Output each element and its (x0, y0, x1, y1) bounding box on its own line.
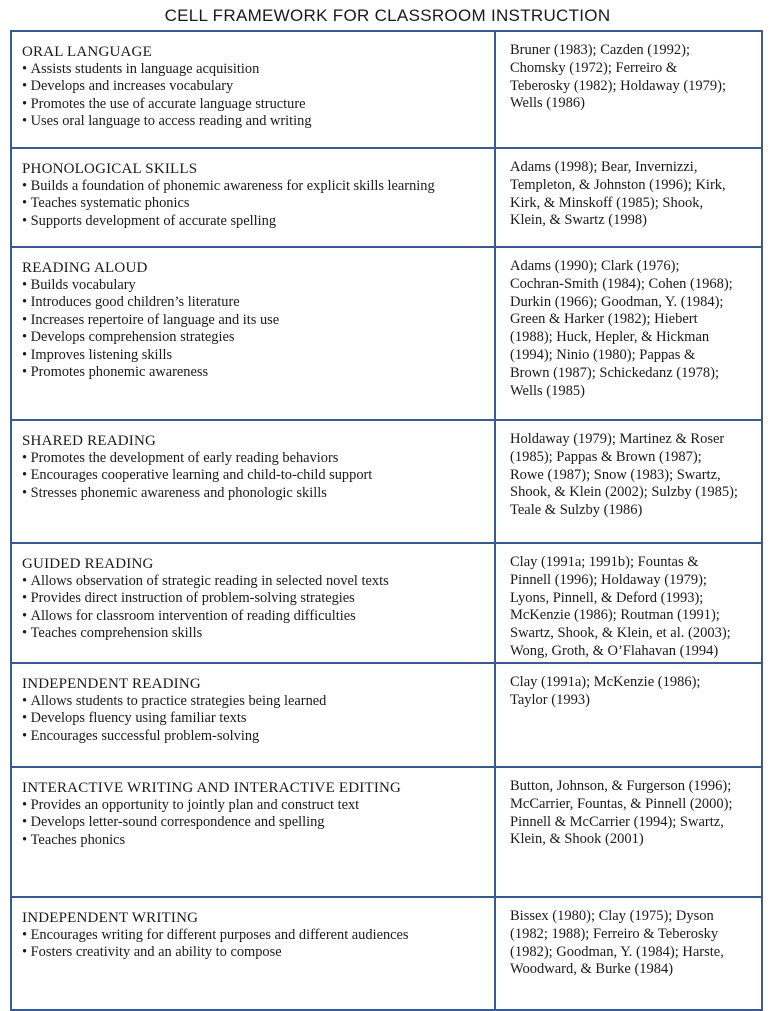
section-row (11, 897, 762, 1010)
section-references-cell (495, 247, 762, 420)
reference-line: (1985); Pappas & Brown (1987); (510, 448, 702, 465)
reference-list (510, 431, 761, 520)
bullet-item: • Encourages successful problem-solving (22, 728, 494, 745)
reference-list (510, 42, 761, 113)
reference-line: Cochran-Smith (1984); Cohen (1968); (510, 275, 733, 292)
bullet-item: • Stresses phonemic awareness and phonologic skills (22, 485, 494, 502)
reference-line: Klein, & Shook (2001) (510, 831, 644, 848)
section-row (11, 767, 762, 897)
section-heading: INTERACTIVE WRITING AND INTERACTIVE EDITING (22, 780, 402, 796)
reference-line: Bruner (1983); Cazden (1992); (510, 42, 690, 58)
bullet-item: • Builds a foundation of phonemic awareness for explicit skills learning (22, 178, 494, 195)
section-row (11, 148, 762, 247)
bullet-item: • Teaches phonics (22, 832, 494, 849)
bullet-item: • Promotes the development of early reading behaviors (22, 450, 494, 467)
section-references-cell (495, 767, 762, 897)
bullet-item: • Promotes phonemic awareness (22, 364, 494, 381)
reference-line: Wells (1985) (510, 382, 585, 399)
bullet-list (22, 277, 494, 381)
reference-list (510, 778, 761, 849)
reference-line: Shook, & Klein (2002); Sulzby (1985); (510, 484, 738, 501)
section-heading: INDEPENDENT READING (22, 676, 201, 692)
reference-line: Kirk, & Minskoff (1985); Shook, (510, 194, 704, 211)
bullet-item: • Encourages cooperative learning and child-to-child support (22, 467, 494, 484)
bullet-list (22, 61, 494, 131)
section-heading: INDEPENDENT WRITING (22, 910, 199, 926)
bullet-item: • Provides an opportunity to jointly plan and construct text (22, 797, 494, 814)
bullet-item: • Provides direct instruction of problem-solving strategies (22, 590, 494, 607)
bullet-item: • Teaches comprehension skills (22, 625, 494, 642)
bullet-item: • Promotes the use of accurate language structure (22, 96, 494, 113)
reference-list (510, 159, 761, 230)
reference-line: McCarrier, Fountas, & Pinnell (2000); (510, 795, 733, 812)
reference-line: (1994); Ninio (1980); Pappas & (510, 346, 696, 363)
reference-line: Chomsky (1972); Ferreiro & (510, 59, 678, 76)
reference-line: Swartz, Shook, & Klein, et al. (2003); (510, 625, 731, 642)
reference-list (510, 554, 761, 661)
bullet-item: • Uses oral language to access reading and writing (22, 113, 494, 130)
section-description-cell (11, 247, 495, 420)
reference-line: Adams (1990); Clark (1976); (510, 258, 680, 274)
framework-table-body (11, 31, 762, 1010)
bullet-list (22, 178, 494, 230)
reference-line: Lyons, Pinnell, & Deford (1993); (510, 589, 704, 606)
reference-line: Templeton, & Johnston (1996); Kirk, (510, 176, 726, 193)
reference-line: (1982); Goodman, Y. (1984); Harste, (510, 943, 724, 960)
reference-line: Adams (1998); Bear, Invernizzi, (510, 159, 698, 175)
page-title: CELL FRAMEWORK FOR CLASSROOM INSTRUCTION (164, 6, 611, 25)
reference-line: Wells (1986) (510, 95, 585, 112)
bullet-list (22, 693, 494, 745)
bullet-item: • Fosters creativity and an ability to compose (22, 944, 494, 961)
section-references-cell (495, 31, 762, 148)
reference-line: Button, Johnson, & Furgerson (1996); (510, 778, 732, 794)
reference-line: Clay (1991a); McKenzie (1986); (510, 674, 701, 690)
section-heading: SHARED READING (22, 433, 157, 449)
reference-line: McKenzie (1986); Routman (1991); (510, 607, 720, 624)
section-row (11, 247, 762, 420)
bullet-item: • Builds vocabulary (22, 277, 494, 294)
section-description-cell (11, 897, 495, 1010)
bullet-item: • Develops fluency using familiar texts (22, 710, 494, 727)
bullet-item: • Develops comprehension strategies (22, 329, 494, 346)
reference-line: Klein, & Swartz (1998) (510, 212, 647, 229)
bullet-item: • Allows observation of strategic reading in selected novel texts (22, 573, 494, 590)
section-description-cell (11, 31, 495, 148)
bullet-list (22, 450, 494, 502)
section-description-cell (11, 663, 495, 767)
reference-list (510, 674, 761, 710)
bullet-list (22, 927, 494, 962)
reference-line: Holdaway (1979); Martinez & Roser (510, 431, 725, 447)
reference-line: Pinnell & McCarrier (1994); Swartz, (510, 813, 724, 830)
section-description-cell (11, 543, 495, 663)
section-references-cell (495, 148, 762, 247)
bullet-item: • Introduces good children’s literature (22, 294, 494, 311)
reference-line: Bissex (1980); Clay (1975); Dyson (510, 908, 714, 924)
reference-line: Brown (1987); Schickedanz (1978); (510, 364, 719, 381)
reference-line: (1988); Huck, Hepler, & Hickman (510, 329, 710, 346)
reference-line: Clay (1991a; 1991b); Fountas & (510, 554, 699, 570)
section-heading: PHONOLOGICAL SKILLS (22, 161, 198, 177)
section-heading: ORAL LANGUAGE (22, 44, 152, 60)
reference-list (510, 908, 761, 979)
bullet-item: • Supports development of accurate spelling (22, 213, 494, 230)
reference-list (510, 258, 761, 400)
bullet-item: • Assists students in language acquisition (22, 61, 494, 78)
section-row (11, 543, 762, 663)
bullet-item: • Allows for classroom intervention of reading difficulties (22, 608, 494, 625)
bullet-list (22, 797, 494, 849)
bullet-item: • Increases repertoire of language and its use (22, 312, 494, 329)
reference-line: Green & Harker (1982); Hiebert (510, 311, 698, 328)
reference-line: Taylor (1993) (510, 691, 590, 708)
bullet-item: • Encourages writing for different purposes and different audiences (22, 927, 494, 944)
section-row (11, 31, 762, 148)
section-heading: READING ALOUD (22, 260, 148, 276)
section-references-cell (495, 543, 762, 663)
bullet-item: • Allows students to practice strategies being learned (22, 693, 494, 710)
bullet-item: • Improves listening skills (22, 347, 494, 364)
reference-line: Durkin (1966); Goodman, Y. (1984); (510, 293, 724, 310)
reference-line: Rowe (1987); Snow (1983); Swartz, (510, 466, 721, 483)
bullet-list (22, 573, 494, 643)
section-description-cell (11, 148, 495, 247)
bullet-item: • Develops letter-sound correspondence and spelling (22, 814, 494, 831)
section-row (11, 663, 762, 767)
section-references-cell (495, 663, 762, 767)
reference-line: Pinnell (1996); Holdaway (1979); (510, 571, 707, 588)
section-description-cell (11, 767, 495, 897)
framework-table (10, 30, 763, 1011)
reference-line: Teale & Sulzby (1986) (510, 502, 643, 519)
section-row (11, 420, 762, 543)
section-description-cell (11, 420, 495, 543)
reference-line: Wong, Groth, & O’Flahavan (1994) (510, 642, 719, 659)
reference-line: Woodward, & Burke (1984) (510, 961, 674, 978)
section-references-cell (495, 897, 762, 1010)
reference-line: Teberosky (1982); Holdaway (1979); (510, 77, 727, 94)
section-heading: GUIDED READING (22, 556, 154, 572)
reference-line: (1982; 1988); Ferreiro & Teberosky (510, 925, 719, 942)
section-references-cell (495, 420, 762, 543)
bullet-item: • Teaches systematic phonics (22, 195, 494, 212)
bullet-item: • Develops and increases vocabulary (22, 78, 494, 95)
